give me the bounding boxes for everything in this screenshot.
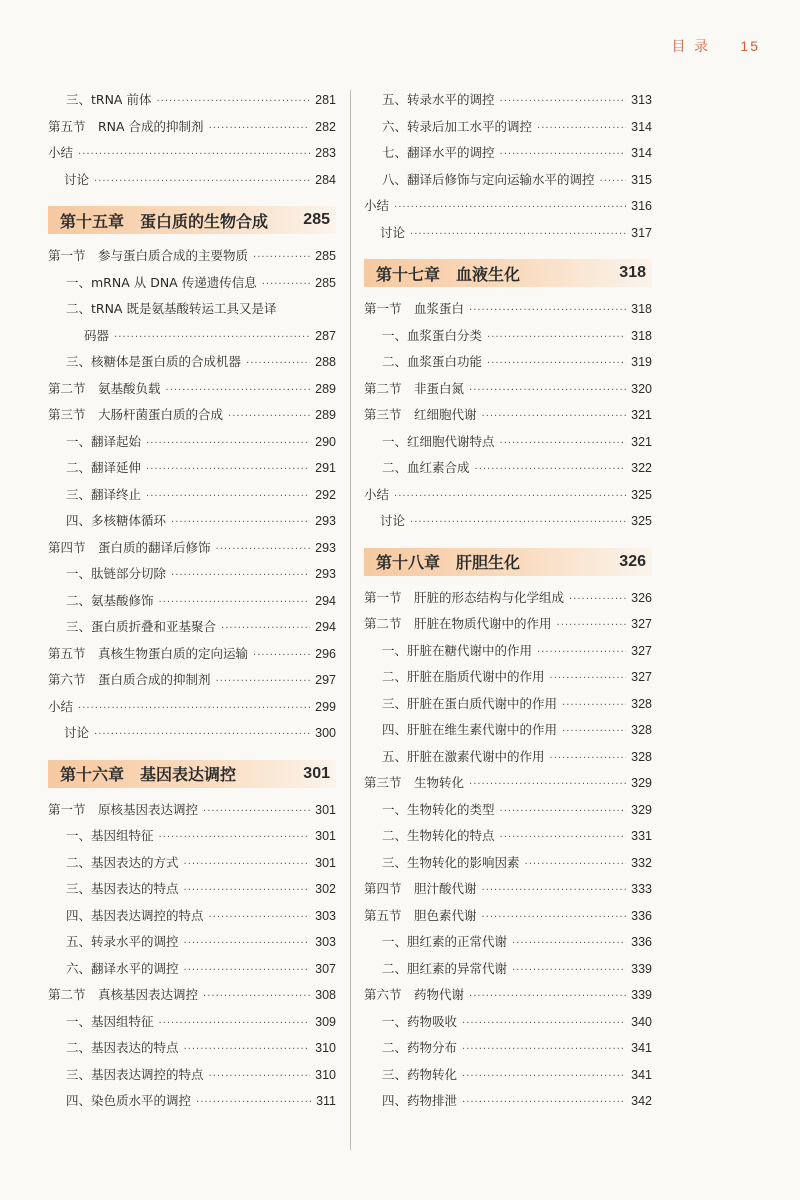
toc-entry-title: 三、tRNA 前体 [66,92,152,107]
toc-entry-page-number: 285 [315,275,336,290]
dot-leader [228,411,310,422]
dot-leader [512,938,626,949]
toc-entry-title: 二、基因表达的特点 [66,1040,179,1055]
dot-leader [78,149,310,160]
toc-entry-title: 二、胆红素的异常代谢 [382,960,508,976]
dot-leader [146,438,310,449]
dot-leader [562,700,626,711]
running-header-title: 目 录 [671,39,710,55]
toc-entry-title: 讨论 [64,725,90,740]
dot-leader [253,252,310,263]
toc-entry[interactable] [364,614,652,641]
toc-entry-title: 一、药物吸收 [382,1013,458,1029]
toc-entry-page-number: 341 [631,1041,652,1055]
toc-entry-page-number: 333 [631,882,652,896]
toc-entry-page-number: 319 [631,355,652,369]
toc-entry-title: 三、药物转化 [382,1066,458,1082]
toc-entry[interactable] [48,826,336,853]
dot-leader [94,176,310,187]
dot-leader [469,305,626,316]
toc-entry-title: 第一节 肝脏的形态结构与化学组成 [364,589,565,605]
toc-entry-page-number: 329 [631,776,652,790]
toc-entry-page-number: 301 [315,802,336,817]
toc-entry-title: 四、染色质水平的调控 [66,1093,192,1108]
toc-entry[interactable] [48,485,336,512]
toc-entry-page-number: 301 [315,855,336,870]
toc-entry-page-number: 281 [315,93,336,107]
dot-leader [171,570,310,581]
dot-leader [487,358,626,369]
toc-entry-title: 一、血浆蛋白分类 [382,327,483,343]
chapter-heading[interactable] [364,259,652,287]
toc-entry-title: 第一节 参与蛋白质合成的主要物质 [48,248,249,263]
toc-entry-page-number: 321 [631,408,652,422]
dot-leader [537,647,626,658]
toc-entry-page-number: 339 [631,961,652,976]
dot-leader [78,703,310,714]
dot-leader [246,358,310,369]
toc-entry-title: 小结 [48,145,74,160]
dot-leader [166,385,311,396]
dot-leader [562,726,626,737]
dot-leader [500,832,627,843]
toc-entry-title: 一、肽链部分切除 [66,566,167,581]
dot-leader [184,938,311,949]
toc-entry-title: 讨论 [380,224,406,240]
toc-entry-title: 第二节 真核基因表达调控 [48,987,199,1002]
toc-entry-page-number: 313 [631,93,652,107]
dot-leader [184,859,311,870]
toc-entry-page-number: 321 [631,434,652,449]
toc-entry[interactable] [48,1038,336,1065]
dot-leader [184,885,311,896]
dot-leader [600,176,627,187]
toc-entry-title: 第二节 非蛋白氮 [364,380,465,396]
toc-entry-page-number: 336 [631,935,652,949]
toc-entry[interactable] [364,826,652,853]
toc-entry-title: 四、药物排泄 [382,1093,458,1108]
toc-entry-title: 一、基因组特征 [66,828,154,843]
toc-entry-title: 四、多核糖体循环 [66,513,167,528]
running-header [672,36,760,56]
toc-entry-title: 二、翻译延伸 [66,460,142,475]
toc-entry-page-number: 317 [631,225,652,240]
toc-entry-page-number: 340 [631,1014,652,1029]
toc-entry-page-number: 285 [315,249,336,263]
toc-entry-title: 四、肝脏在维生素代谢中的作用 [382,722,558,737]
toc-entry-page-number: 282 [315,119,336,134]
dot-leader [500,806,627,817]
toc-entry-page-number: 303 [315,935,336,949]
toc-entry-page-number: 316 [631,199,652,213]
dot-leader [209,912,311,923]
toc-entry[interactable] [48,170,336,197]
dot-leader [159,1018,311,1029]
toc-entry[interactable] [48,273,336,300]
toc-entry-page-number: 302 [315,882,336,896]
toc-entry-title: 第四节 蛋白质的翻译后修饰 [48,539,211,555]
dot-leader [462,1018,626,1029]
toc-entry-title: 二、药物分布 [382,1040,458,1055]
toc-entry[interactable] [48,379,336,406]
toc-entry-page-number: 327 [631,643,652,658]
toc-entry-title: 一、生物转化的类型 [382,801,495,817]
toc-entry-page-number: 288 [315,355,336,369]
dot-leader [146,491,310,502]
toc-entry[interactable] [364,326,652,353]
dot-leader [512,965,626,976]
toc-entry-title: 第五节 RNA 合成的抑制剂 [48,118,204,134]
toc-entry-page-number: 311 [316,1094,336,1108]
toc-entry[interactable] [364,485,652,512]
dot-leader [171,517,310,528]
toc-entry[interactable] [48,564,336,591]
toc-entry-title: 第二节 氨基酸负载 [48,380,161,396]
toc-entry[interactable] [364,800,652,827]
toc-entry[interactable] [48,617,336,644]
dot-leader [159,832,311,843]
toc-entry-page-number: 328 [631,749,652,764]
toc-entry-title: 第六节 蛋白质合成的抑制剂 [48,672,211,687]
toc-entry-page-number: 299 [315,699,336,714]
toc-entry-title: 三、肝脏在蛋白质代谢中的作用 [382,695,558,711]
toc-entry-page-number: 327 [631,617,652,631]
toc-entry-page-number: 331 [631,829,652,843]
toc-entry[interactable] [48,117,336,144]
toc-entry[interactable] [48,1065,336,1092]
toc-entry-title: 第三节 大肠杆菌蛋白质的合成 [48,407,224,422]
dot-leader [569,594,626,605]
toc-entry-title: 六、转录后加工水平的调控 [382,118,533,134]
toc-entry-title: 五、转录水平的调控 [382,92,495,107]
toc-entry-page-number: 308 [315,988,336,1002]
toc-entry-page-number: 289 [315,381,336,396]
toc-entry[interactable] [364,667,652,694]
toc-entry[interactable] [48,670,336,697]
toc-entry-title: 五、转录水平的调控 [66,934,179,949]
toc-entry[interactable] [364,117,652,144]
toc-entry[interactable] [48,1091,336,1118]
toc-entry-page-number: 309 [315,1014,336,1029]
toc-entry-title: 第六节 药物代谢 [364,987,465,1002]
toc-entry[interactable] [364,1012,652,1039]
toc-entry-title: 二、血浆蛋白功能 [382,354,483,369]
chapter-title: 第十八章 肝胆生化 [376,553,521,572]
toc-entry-title: 第二节 肝脏在物质代谢中的作用 [364,616,552,631]
toc-entry[interactable] [364,694,652,721]
toc-entry[interactable] [48,246,336,273]
toc-entry[interactable] [364,985,652,1012]
toc-entry[interactable] [364,196,652,223]
dot-leader [184,1044,311,1055]
toc-entry-title: 六、翻译水平的调控 [66,960,179,976]
toc-entry[interactable] [48,299,336,326]
toc-entry[interactable] [48,906,336,933]
toc-entry-page-number: 322 [631,461,652,475]
toc-entry-page-number: 284 [315,172,336,187]
toc-entry-title: 二、肝脏在脂质代谢中的作用 [382,669,545,684]
toc-entry-title: 三、核糖体是蛋白质的合成机器 [66,354,242,369]
toc-entry-page-number: 290 [315,434,336,449]
dot-leader [482,411,627,422]
chapter-title: 第十七章 血液生化 [376,264,521,284]
toc-entry[interactable] [364,641,652,668]
dot-leader [184,965,311,976]
toc-entry[interactable] [48,538,336,565]
toc-entry-page-number: 328 [631,723,652,737]
toc-entry[interactable] [364,90,652,117]
toc-entry-page-number: 301 [315,829,336,843]
toc-entry-page-number: 293 [315,567,336,581]
toc-entry-title: 第五节 真核生物蛋白质的定向运输 [48,645,249,661]
toc-entry-title: 小结 [364,198,390,213]
toc-entry[interactable] [364,1091,652,1118]
dot-leader [146,464,310,475]
toc-entry-title: 三、基因表达调控的特点 [66,1066,204,1082]
toc-entry[interactable] [48,432,336,459]
toc-entry-page-number: 296 [315,646,336,661]
dot-leader [469,991,626,1002]
toc-entry-title: 一、mRNA 从 DNA 传递遗传信息 [66,274,257,290]
dot-leader [209,1071,311,1082]
toc-entry-page-number: 307 [315,961,336,976]
toc-entry-page-number: 310 [315,1067,336,1082]
toc-entry-page-number: 303 [315,908,336,923]
dot-leader [253,650,310,661]
toc-entry-title: 三、基因表达的特点 [66,881,179,896]
toc-entry-page-number: 341 [631,1067,652,1082]
toc-entry-title: 讨论 [380,513,406,528]
toc-entry[interactable] [364,143,652,170]
toc-entry[interactable] [48,932,336,959]
toc-entry-title: 码器 [84,327,110,343]
chapter-page-number: 318 [619,264,646,281]
toc-entry[interactable] [48,697,336,724]
toc-entry[interactable] [48,853,336,880]
toc-entry-title: 一、胆红素的正常代谢 [382,934,508,949]
toc-entry[interactable] [48,458,336,485]
page-number: 15 [740,38,760,54]
toc-entry-page-number: 293 [315,540,336,555]
dot-leader [482,912,627,923]
toc-entry[interactable] [364,906,652,933]
toc-entry-page-number: 325 [631,514,652,528]
dot-leader [462,1071,626,1082]
dot-leader [114,332,310,343]
toc-column-left [48,90,336,1118]
dot-leader [394,202,626,213]
dot-leader [410,517,626,528]
toc-entry-page-number: 314 [631,119,652,134]
toc-entry-title: 第五节 胆色素代谢 [364,907,477,923]
toc-entry-page-number: 297 [315,673,336,687]
toc-entry-title: 二、血红素合成 [382,460,470,475]
toc-entry-page-number: 327 [631,670,652,684]
toc-entry[interactable] [364,879,652,906]
column-divider [350,90,351,1150]
toc-entry-page-number: 318 [631,302,652,316]
chapter-page-number: 301 [303,764,330,782]
toc-entry-title: 五、肝脏在激素代谢中的作用 [382,748,545,764]
dot-leader [469,779,626,790]
toc-entry[interactable] [48,591,336,618]
dot-leader [500,438,627,449]
toc-entry-title: 第一节 原核基因表达调控 [48,801,199,817]
toc-entry-title: 一、翻译起始 [66,433,142,449]
toc-entry-page-number: 294 [315,620,336,634]
toc-entry-title: 三、生物转化的影响因素 [382,854,520,870]
chapter-heading[interactable] [364,548,652,576]
toc-entry[interactable] [364,720,652,747]
chapter-page-number: 326 [619,552,646,570]
toc-entry[interactable] [364,1065,652,1092]
toc-entry-page-number: 325 [631,487,652,502]
toc-entry[interactable] [48,90,336,117]
toc-entry[interactable] [48,723,336,750]
toc-entry-page-number: 300 [315,726,336,740]
toc-entry-title: 一、基因组特征 [66,1013,154,1029]
toc-entry-title: 一、红细胞代谢特点 [382,433,495,449]
dot-leader [262,279,310,290]
toc-entry-page-number: 291 [315,461,336,475]
toc-entry-page-number: 293 [315,514,336,528]
toc-entry-title: 第四节 胆汁酸代谢 [364,881,477,896]
toc-entry[interactable] [364,511,652,538]
toc-entry-page-number: 336 [631,908,652,923]
toc-entry-page-number: 326 [631,590,652,605]
toc-entry-page-number: 342 [631,1094,652,1108]
dot-leader [475,464,627,475]
toc-entry-title: 二、生物转化的特点 [382,828,495,843]
dot-leader [500,96,627,107]
toc-entry[interactable] [364,853,652,880]
chapter-title: 第十六章 基因表达调控 [60,765,237,784]
toc-entry-title: 小结 [48,698,74,714]
toc-entry[interactable] [364,432,652,459]
toc-entry-page-number: 329 [631,802,652,817]
toc-entry[interactable] [48,352,336,379]
dot-leader [216,676,311,687]
dot-leader [462,1044,626,1055]
toc-entry[interactable] [364,405,652,432]
toc-entry[interactable] [364,773,652,800]
toc-entry-title: 四、基因表达调控的特点 [66,907,204,923]
toc-entry[interactable] [364,170,652,197]
toc-entry-page-number: 339 [631,988,652,1002]
dot-leader [94,729,310,740]
toc-entry-page-number: 283 [315,146,336,160]
toc-entry[interactable] [364,588,652,615]
toc-entry[interactable] [364,352,652,379]
dot-leader [159,597,311,608]
toc-entry-title: 二、氨基酸修饰 [66,592,154,608]
toc-entry-title: 三、翻译终止 [66,486,142,502]
toc-entry-title: 小结 [364,486,390,502]
toc-entry-title: 七、翻译水平的调控 [382,145,495,160]
toc-entry-page-number: 328 [631,696,652,711]
dot-leader [525,859,627,870]
toc-entry-title: 第三节 红细胞代谢 [364,407,477,422]
toc-entry[interactable] [48,1012,336,1039]
toc-entry[interactable] [48,405,336,432]
toc-entry[interactable] [364,932,652,959]
toc-entry[interactable] [364,379,652,406]
dot-leader [469,385,626,396]
toc-entry-title: 八、翻译后修饰与定向运输水平的调控 [382,171,595,187]
dot-leader [203,991,310,1002]
chapter-page-number: 285 [303,211,330,228]
dot-leader [487,332,626,343]
dot-leader [500,149,627,160]
toc-entry-title: 第一节 血浆蛋白 [364,301,465,316]
chapter-heading[interactable] [48,206,336,234]
toc-entry[interactable] [364,959,652,986]
dot-leader [156,96,310,107]
dot-leader [550,753,627,764]
toc-entry[interactable] [364,223,652,250]
toc-entry-page-number: 318 [631,328,652,343]
toc-entry-page-number: 314 [631,146,652,160]
toc-entry-page-number: 294 [315,593,336,608]
toc-entry[interactable] [48,800,336,827]
dot-leader [221,623,310,634]
dot-leader [482,885,627,896]
dot-leader [209,123,311,134]
toc-column-right [364,90,652,1118]
toc-entry-title: 二、基因表达的方式 [66,854,179,870]
toc-entry[interactable] [364,747,652,774]
toc-entry-title: 讨论 [64,171,90,187]
dot-leader [196,1097,311,1108]
toc-entry-title: 第三节 生物转化 [364,775,465,790]
chapter-heading[interactable] [48,760,336,788]
toc-entry-page-number: 320 [631,381,652,396]
toc-entry[interactable] [48,511,336,538]
toc-entry[interactable] [364,458,652,485]
toc-entry[interactable] [48,879,336,906]
dot-leader [410,229,626,240]
toc-entry-page-number: 332 [631,855,652,870]
toc-entry-page-number: 289 [315,408,336,422]
toc-entry-title: 一、肝脏在糖代谢中的作用 [382,642,533,658]
toc-entry-page-number: 292 [315,487,336,502]
toc-entry[interactable] [48,644,336,671]
dot-leader [462,1097,626,1108]
dot-leader [203,806,310,817]
dot-leader [394,491,626,502]
toc-entry[interactable] [48,985,336,1012]
toc-entry[interactable] [48,143,336,170]
dot-leader [557,620,627,631]
dot-leader [216,544,311,555]
toc-entry-title: 二、tRNA 既是氨基酸转运工具又是译 [66,301,277,316]
toc-entry-page-number: 310 [315,1041,336,1055]
toc-entry[interactable] [48,326,336,353]
dot-leader [550,673,627,684]
toc-entry[interactable] [364,1038,652,1065]
toc-entry[interactable] [48,959,336,986]
toc-entry-title: 三、蛋白质折叠和亚基聚合 [66,619,217,634]
toc-entry[interactable] [364,299,652,326]
chapter-title: 第十五章 蛋白质的生物合成 [60,211,269,231]
toc-entry-page-number: 287 [315,328,336,343]
dot-leader [537,123,626,134]
toc-entry-page-number: 315 [631,172,652,187]
